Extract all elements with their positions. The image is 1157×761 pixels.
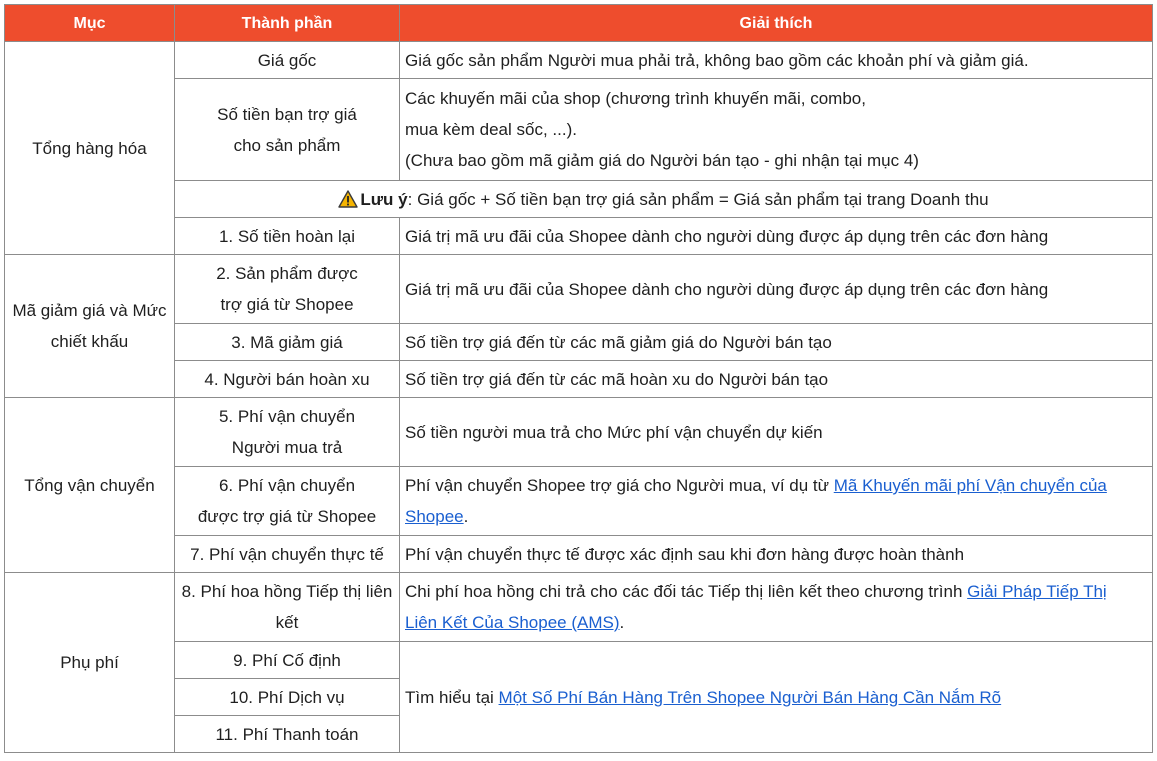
component-ma-giam-gia: 3. Mã giảm giá <box>175 324 400 361</box>
component-line: 6. Phí vận chuyển <box>218 476 356 495</box>
header-thanh-phan: Thành phần <box>175 5 400 42</box>
fee-table <box>4 4 1153 753</box>
section-tong-van-chuyen: Tổng vận chuyển <box>5 398 175 573</box>
explanation-phi-hoa-hong <box>400 573 1153 642</box>
component-line: 8. Phí hoa hồng Tiếp thị liên <box>181 582 393 601</box>
component-line: 2. Sản phẩm được <box>216 264 358 283</box>
component-phi-van-chuyen-thuc-te: 7. Phí vận chuyển thực tế <box>175 536 400 573</box>
component-phi-thanh-toan: 11. Phí Thanh toán <box>175 716 400 753</box>
table-row <box>5 398 1153 467</box>
component-line: Người mua trả <box>231 438 343 457</box>
explanation-line: (Chưa bao gồm mã giảm giá do Người bán tạo - ghi nhận tại mục 4) <box>405 151 919 170</box>
component-phi-van-chuyen-tro-gia <box>175 467 400 536</box>
explanation-line: mua kèm deal sốc, ...). <box>405 120 577 139</box>
component-so-tien-hoan-lai: 1. Số tiền hoàn lại <box>175 218 400 255</box>
header-muc: Mục <box>5 5 175 42</box>
component-nguoi-ban-hoan-xu: 4. Người bán hoàn xu <box>175 361 400 398</box>
explanation-phi-van-chuyen-tro-gia <box>400 467 1153 536</box>
shipping-promo-link[interactable]: Mã Khuyến mãi phí Vận chuyển của <box>833 476 1107 495</box>
section-label-line: Mã giảm giá và Mức <box>12 301 167 320</box>
component-gia-goc: Giá gốc <box>175 42 400 79</box>
explanation-phi-van-chuyen-thuc-te: Phí vận chuyển thực tế được xác định sau khi đơn hàng được hoàn thành <box>400 536 1153 573</box>
table-row <box>5 79 1153 181</box>
component-line: cho sản phẩm <box>233 135 341 155</box>
explanation-phi-ban-hang <box>400 642 1153 753</box>
seller-fees-link[interactable]: Một Số Phí Bán Hàng Trên Shopee Người Bán Hàng Cần Nắm Rõ <box>498 687 1002 707</box>
explanation-suffix: . <box>463 507 469 526</box>
header-row <box>5 5 1153 42</box>
table-row <box>5 218 1153 255</box>
component-line: trợ giá từ Shopee <box>220 295 354 314</box>
ams-link-cont[interactable]: Liên Kết Của Shopee (AMS) <box>405 613 620 632</box>
component-line: được trợ giá từ Shopee <box>197 507 377 526</box>
explanation-san-pham-tro-gia: Giá trị mã ưu đãi của Shopee dành cho người dùng được áp dụng trên các đơn hàng <box>400 255 1153 324</box>
warning-icon <box>338 190 358 208</box>
explanation-nguoi-ban-hoan-xu: Số tiền trợ giá đến từ các mã hoàn xu do Người bán tạo <box>400 361 1153 398</box>
explanation-text: Tìm hiểu tại <box>405 687 499 707</box>
explanation-text: Chi phí hoa hồng chi trả cho các đối tác Tiếp thị liên kết theo chương trình <box>405 582 968 601</box>
table-row <box>5 467 1153 536</box>
header-giai-thich: Giải thích <box>400 5 1153 42</box>
component-phi-dich-vu: 10. Phí Dịch vụ <box>175 679 400 716</box>
note-cell <box>175 181 1153 218</box>
section-tong-hang-hoa: Tổng hàng hóa <box>5 42 175 255</box>
shipping-promo-link-cont[interactable]: Shopee <box>405 507 464 526</box>
table-row <box>5 255 1153 324</box>
explanation-suffix: . <box>619 613 625 632</box>
section-phu-phi: Phụ phí <box>5 573 175 753</box>
explanation-so-tien-hoan-lai: Giá trị mã ưu đãi của Shopee dành cho người dùng được áp dụng trên các đơn hàng <box>400 218 1153 255</box>
section-label-line: chiết khấu <box>50 332 129 351</box>
ams-link[interactable]: Giải Pháp Tiếp Thị <box>967 582 1107 601</box>
component-line: Số tiền bạn trợ giá <box>217 104 357 124</box>
explanation-text: Phí vận chuyển Shopee trợ giá cho Người mua, ví dụ từ <box>405 476 834 495</box>
table-row <box>5 573 1153 642</box>
component-line: kết <box>275 613 299 632</box>
component-line: 5. Phí vận chuyển <box>218 407 356 426</box>
explanation-ma-giam-gia: Số tiền trợ giá đến từ các mã giảm giá do Người bán tạo <box>400 324 1153 361</box>
table-row <box>5 361 1153 398</box>
component-san-pham-tro-gia <box>175 255 400 324</box>
section-ma-giam-gia <box>5 255 175 398</box>
component-tro-gia-san-pham <box>175 79 400 181</box>
explanation-gia-goc: Giá gốc sản phẩm Người mua phải trả, không bao gồm các khoản phí và giảm giá. <box>400 42 1153 79</box>
explanation-tro-gia-san-pham <box>400 79 1153 181</box>
note-label: Lưu ý <box>360 189 408 209</box>
note-row <box>5 181 1153 218</box>
table-row <box>5 536 1153 573</box>
component-phi-van-chuyen-nguoi-mua <box>175 398 400 467</box>
table-row <box>5 642 1153 679</box>
explanation-phi-van-chuyen-nguoi-mua: Số tiền người mua trả cho Mức phí vận chuyển dự kiến <box>400 398 1153 467</box>
explanation-line: Các khuyến mãi của shop (chương trình khuyến mãi, combo, <box>405 89 866 108</box>
component-phi-co-dinh: 9. Phí Cố định <box>175 642 400 679</box>
note-text: : Giá gốc + Số tiền bạn trợ giá sản phẩm = Giá sản phẩm tại trang Doanh thu <box>407 189 989 209</box>
component-phi-hoa-hong <box>175 573 400 642</box>
table-row <box>5 42 1153 79</box>
table-row <box>5 324 1153 361</box>
